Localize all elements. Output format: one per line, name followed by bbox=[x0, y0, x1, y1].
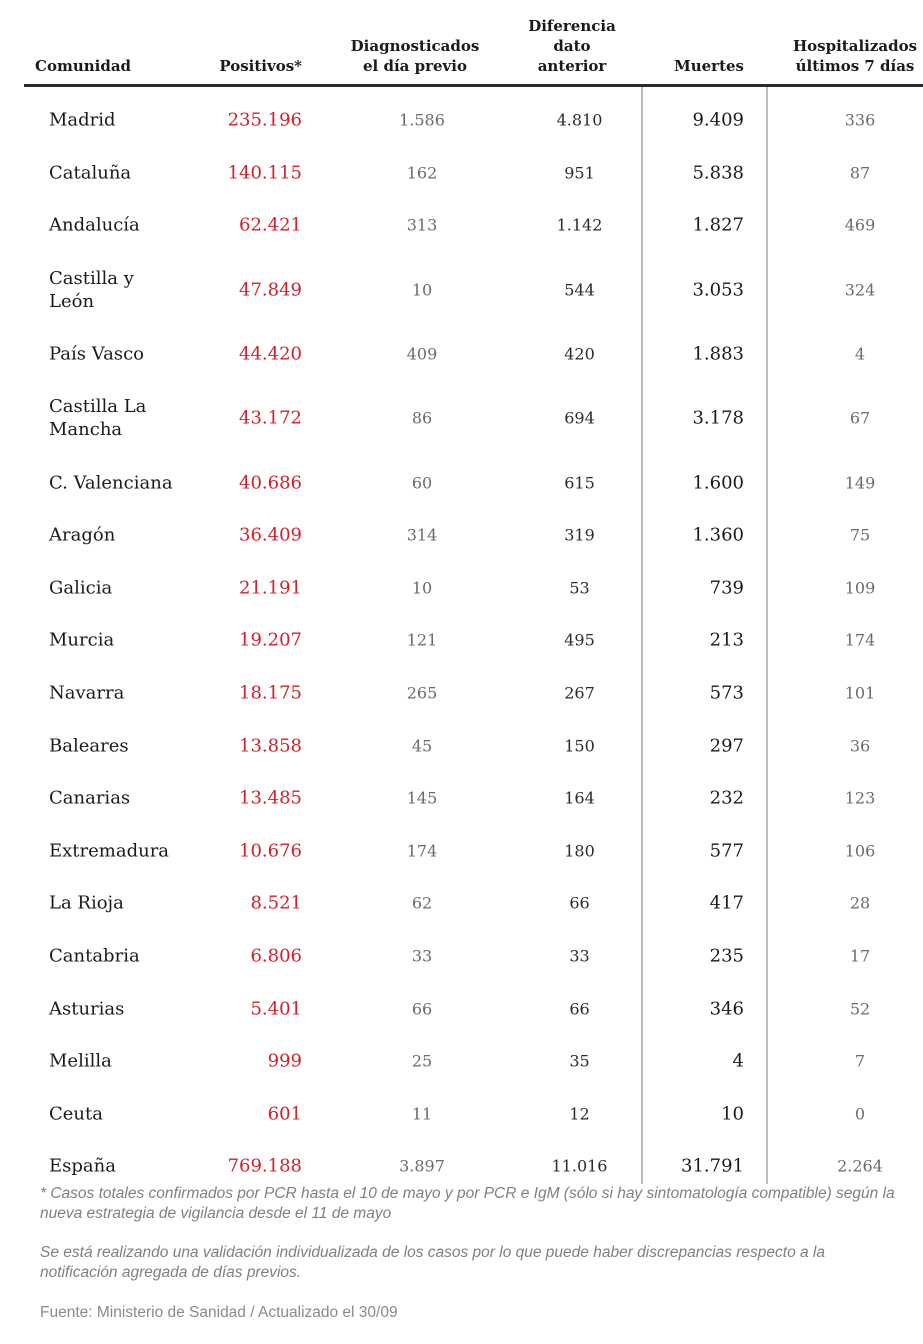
hospitalized-7-days-value: 106 bbox=[844, 841, 876, 861]
hospitalized-7-days-value: 469 bbox=[844, 215, 876, 235]
difference-value: 1.142 bbox=[556, 215, 603, 235]
deaths-value: 739 bbox=[709, 577, 744, 599]
community-name-line1: Murcia bbox=[49, 629, 115, 651]
table-row bbox=[0, 199, 923, 252]
hospitalized-7-days-value: 7 bbox=[854, 1051, 866, 1071]
deaths-value: 346 bbox=[709, 998, 744, 1020]
difference-value: 495 bbox=[564, 630, 595, 650]
table-row bbox=[0, 614, 923, 667]
community-name bbox=[49, 524, 199, 547]
community-name bbox=[49, 267, 199, 313]
hospitalized-7-days-value: 17 bbox=[849, 946, 871, 966]
table-header bbox=[0, 0, 923, 86]
community-name-line1: Extremadura bbox=[49, 840, 170, 862]
deaths-value: 577 bbox=[709, 840, 744, 862]
hospitalized-7-days-value: 0 bbox=[854, 1104, 866, 1124]
positives-value: 5.401 bbox=[250, 998, 302, 1020]
deaths-value: 1.600 bbox=[692, 472, 744, 494]
positives-value: 999 bbox=[267, 1050, 302, 1072]
positives-value: 21.191 bbox=[239, 577, 302, 599]
positives-value: 43.172 bbox=[239, 407, 302, 429]
table-row bbox=[0, 930, 923, 983]
positives-value: 47.849 bbox=[239, 279, 302, 301]
community-name-line1: Castilla La bbox=[49, 396, 147, 418]
difference-value: 951 bbox=[564, 163, 595, 183]
community-name-line2: León bbox=[49, 290, 95, 312]
difference-value: 420 bbox=[564, 344, 595, 364]
positives-value: 10.676 bbox=[239, 840, 302, 862]
community-name bbox=[49, 109, 199, 132]
hospitalized-7-days-value: 36 bbox=[849, 736, 871, 756]
community-name-line1: Cantabria bbox=[49, 945, 140, 967]
community-name-line1: Cataluña bbox=[49, 162, 132, 184]
community-name-line1: La Rioja bbox=[49, 892, 124, 914]
deaths-value: 213 bbox=[709, 629, 744, 651]
table-row bbox=[0, 94, 923, 147]
community-name bbox=[49, 1155, 199, 1178]
header-difference bbox=[512, 16, 632, 76]
header-diagnosed-line1: Diagnosticados bbox=[350, 37, 480, 55]
footnotes bbox=[40, 1184, 900, 1283]
positives-value: 18.175 bbox=[239, 682, 302, 704]
deaths-value: 1.827 bbox=[692, 214, 744, 236]
hospitalized-7-days-value: 109 bbox=[844, 578, 876, 598]
community-name-line1: Canarias bbox=[49, 787, 131, 809]
diagnosed-previous-day-value: 86 bbox=[411, 408, 433, 428]
positives-value: 62.421 bbox=[239, 214, 302, 236]
diagnosed-previous-day-value: 60 bbox=[411, 473, 433, 493]
diagnosed-previous-day-value: 265 bbox=[406, 683, 438, 703]
header-positives-label: Positivos* bbox=[219, 57, 302, 75]
community-name-line1: España bbox=[49, 1155, 116, 1177]
community-name-line1: C. Valenciana bbox=[49, 472, 173, 494]
community-name-line1: Castilla y bbox=[49, 267, 134, 289]
table-row bbox=[0, 825, 923, 878]
community-name bbox=[49, 343, 199, 366]
difference-value: 12 bbox=[569, 1104, 590, 1124]
table-row bbox=[0, 380, 923, 456]
difference-value: 11.016 bbox=[551, 1156, 608, 1176]
community-name bbox=[49, 1050, 199, 1073]
community-name-line1: Aragón bbox=[49, 524, 116, 546]
positives-value: 40.686 bbox=[239, 472, 302, 494]
table-row bbox=[0, 719, 923, 772]
difference-value: 544 bbox=[564, 280, 595, 300]
table-row bbox=[0, 456, 923, 509]
hospitalized-7-days-value: 67 bbox=[849, 408, 871, 428]
community-name bbox=[49, 214, 199, 237]
positives-value: 769.188 bbox=[227, 1155, 302, 1177]
community-name bbox=[49, 839, 199, 862]
community-name-line1: Ceuta bbox=[49, 1103, 103, 1125]
deaths-value: 10 bbox=[721, 1103, 744, 1125]
community-name-line1: Andalucía bbox=[49, 214, 140, 236]
footnote-validation: Se está realizando una validación individualizada de los casos por lo que puede haber discrepancias respecto a la notificación agregada de días previos. bbox=[40, 1244, 825, 1281]
deaths-value: 232 bbox=[709, 787, 744, 809]
header-positives bbox=[219, 56, 302, 76]
positives-value: 36.409 bbox=[239, 524, 302, 546]
diagnosed-previous-day-value: 3.897 bbox=[399, 1156, 445, 1176]
diagnosed-previous-day-value: 33 bbox=[411, 946, 433, 966]
diagnosed-previous-day-value: 313 bbox=[406, 215, 438, 235]
footnote-case-definition: * Casos totales confirmados por PCR hasta el 10 de mayo y por PCR e IgM (sólo si hay sintomatología compatible) según la nueva estrategia de vigilancia desde el 11 de mayo bbox=[40, 1185, 895, 1222]
diagnosed-previous-day-value: 11 bbox=[411, 1104, 433, 1124]
hospitalized-7-days-value: 87 bbox=[849, 163, 871, 183]
diagnosed-previous-day-value: 145 bbox=[406, 788, 438, 808]
community-name-line1: Melilla bbox=[49, 1050, 112, 1072]
community-name bbox=[49, 161, 199, 184]
community-name bbox=[49, 892, 199, 915]
diagnosed-previous-day-value: 62 bbox=[411, 893, 433, 913]
hospitalized-7-days-value: 2.264 bbox=[837, 1156, 883, 1176]
table-row bbox=[0, 982, 923, 1035]
table-row bbox=[0, 147, 923, 200]
header-hospitalized-line2: últimos 7 días bbox=[795, 57, 915, 75]
hospitalized-7-days-value: 324 bbox=[844, 280, 876, 300]
community-name bbox=[49, 1102, 199, 1125]
diagnosed-previous-day-value: 314 bbox=[406, 525, 438, 545]
difference-value: 694 bbox=[564, 408, 595, 428]
community-name bbox=[49, 787, 199, 810]
difference-value: 319 bbox=[564, 525, 595, 545]
diagnosed-previous-day-value: 10 bbox=[411, 280, 433, 300]
header-divider bbox=[24, 84, 923, 87]
hospitalized-7-days-value: 149 bbox=[844, 473, 876, 493]
diagnosed-previous-day-value: 121 bbox=[406, 630, 438, 650]
diagnosed-previous-day-value: 162 bbox=[406, 163, 438, 183]
deaths-value: 235 bbox=[709, 945, 744, 967]
community-name-line1: Asturias bbox=[49, 998, 125, 1020]
table-row bbox=[0, 877, 923, 930]
hospitalized-7-days-value: 174 bbox=[844, 630, 876, 650]
difference-value: 66 bbox=[569, 999, 590, 1019]
difference-value: 4.810 bbox=[556, 110, 603, 130]
community-name bbox=[49, 471, 199, 494]
positives-value: 235.196 bbox=[227, 109, 302, 131]
hospitalized-7-days-value: 101 bbox=[844, 683, 876, 703]
diagnosed-previous-day-value: 25 bbox=[411, 1051, 433, 1071]
header-hospitalized-line1: Hospitalizados bbox=[793, 37, 918, 55]
header-community bbox=[35, 56, 131, 76]
table-row bbox=[0, 562, 923, 615]
community-name-line1: Madrid bbox=[49, 109, 116, 131]
header-diagnosed bbox=[350, 36, 480, 76]
deaths-value: 31.791 bbox=[681, 1155, 744, 1177]
positives-value: 6.806 bbox=[250, 945, 302, 967]
community-name bbox=[49, 576, 199, 599]
diagnosed-previous-day-value: 409 bbox=[406, 344, 438, 364]
diagnosed-previous-day-value: 45 bbox=[411, 736, 433, 756]
header-difference-line1: Diferencia bbox=[528, 17, 616, 35]
community-name bbox=[49, 945, 199, 968]
header-deaths bbox=[674, 56, 744, 76]
header-deaths-label: Muertes bbox=[674, 57, 744, 75]
table-row bbox=[0, 1035, 923, 1088]
difference-value: 150 bbox=[564, 736, 595, 756]
positives-value: 140.115 bbox=[227, 162, 302, 184]
header-hospitalized bbox=[793, 36, 917, 76]
community-name bbox=[49, 629, 199, 652]
diagnosed-previous-day-value: 174 bbox=[406, 841, 438, 861]
deaths-value: 573 bbox=[709, 682, 744, 704]
hospitalized-7-days-value: 75 bbox=[849, 525, 871, 545]
hospitalized-7-days-value: 4 bbox=[854, 344, 866, 364]
deaths-value: 1.360 bbox=[692, 524, 744, 546]
source-credit: Fuente: Ministerio de Sanidad / Actualizado el 30/09 bbox=[40, 1304, 398, 1321]
diagnosed-previous-day-value: 1.586 bbox=[399, 110, 445, 130]
deaths-value: 1.883 bbox=[692, 343, 744, 365]
difference-value: 164 bbox=[564, 788, 595, 808]
table-row bbox=[0, 772, 923, 825]
positives-value: 44.420 bbox=[239, 343, 302, 365]
hospitalized-7-days-value: 52 bbox=[849, 999, 871, 1019]
positives-value: 13.485 bbox=[239, 787, 302, 809]
deaths-value: 5.838 bbox=[692, 162, 744, 184]
community-name-line1: Galicia bbox=[49, 577, 113, 599]
header-community-label: Comunidad bbox=[35, 57, 132, 75]
deaths-value: 9.409 bbox=[692, 109, 744, 131]
header-diagnosed-line2: el día previo bbox=[363, 57, 467, 75]
difference-value: 35 bbox=[569, 1051, 590, 1071]
table-row bbox=[0, 667, 923, 720]
difference-value: 33 bbox=[569, 946, 590, 966]
difference-value: 53 bbox=[569, 578, 590, 598]
community-name bbox=[49, 997, 199, 1020]
table-row bbox=[0, 509, 923, 562]
difference-value: 180 bbox=[564, 841, 595, 861]
deaths-value: 417 bbox=[709, 892, 744, 914]
community-name-line1: País Vasco bbox=[49, 343, 144, 365]
table-row bbox=[0, 328, 923, 381]
deaths-value: 4 bbox=[732, 1050, 744, 1072]
hospitalized-7-days-value: 336 bbox=[844, 110, 876, 130]
positives-value: 8.521 bbox=[250, 892, 302, 914]
hospitalized-7-days-value: 123 bbox=[844, 788, 876, 808]
community-name bbox=[49, 734, 199, 757]
deaths-value: 3.178 bbox=[692, 407, 744, 429]
header-difference-line2: dato bbox=[553, 37, 591, 55]
table-row bbox=[0, 252, 923, 328]
diagnosed-previous-day-value: 10 bbox=[411, 578, 433, 598]
header-difference-line3: anterior bbox=[537, 57, 607, 75]
positives-value: 19.207 bbox=[239, 629, 302, 651]
hospitalized-7-days-value: 28 bbox=[849, 893, 871, 913]
community-name-line2: Mancha bbox=[49, 419, 123, 441]
difference-value: 66 bbox=[569, 893, 590, 913]
difference-value: 267 bbox=[564, 683, 595, 703]
community-name bbox=[49, 682, 199, 705]
deaths-value: 297 bbox=[709, 735, 744, 757]
community-name bbox=[49, 395, 199, 441]
difference-value: 615 bbox=[564, 473, 595, 493]
table-row bbox=[0, 1088, 923, 1141]
community-name-line1: Navarra bbox=[49, 682, 125, 704]
diagnosed-previous-day-value: 66 bbox=[411, 999, 433, 1019]
community-name-line1: Baleares bbox=[49, 735, 129, 757]
positives-value: 13.858 bbox=[239, 735, 302, 757]
positives-value: 601 bbox=[267, 1103, 302, 1125]
deaths-value: 3.053 bbox=[692, 279, 744, 301]
